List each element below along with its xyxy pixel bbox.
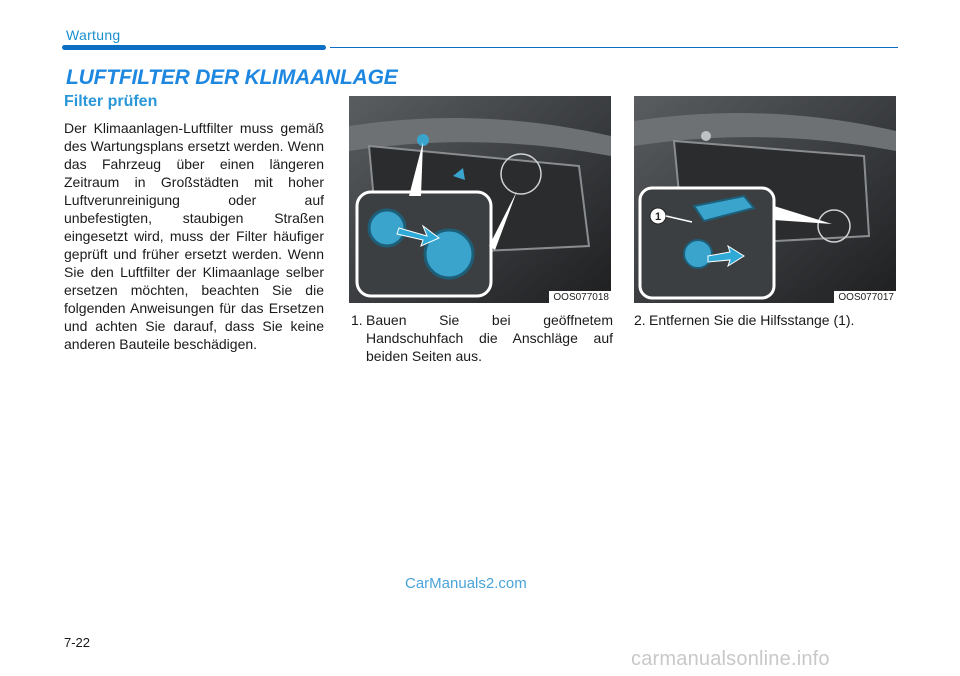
figure-code: OOS077018: [549, 291, 611, 303]
body-paragraph: Der Klimaanlagen-Luftfilter muss gemäß des Wartungsplans ersetzt werden. Wenn das Fahrzeug über einen längeren Zeitraum in Großstädten mit hoher Luftverunreinigung oder auf unbefestigten, staubigen Straßen eingesetzt wird, muss der Filter häufiger geprüft und früher ersetzt werden. Wenn Sie den Luftfilter der Klimaanlage selber ersetzen möchten, beachten Sie die folgenden Anweisungen für das Ersetzen und achten Sie darauf, dass Sie keine anderen Bauteile beschädigen.: [64, 120, 324, 352]
figure-support-rod: [634, 96, 896, 303]
figure-code: OOS077017: [834, 291, 896, 303]
step-text: Bauen Sie bei geöffnetem Handschuhfach die Anschläge auf beiden Seiten aus.: [366, 312, 613, 364]
watermark-link[interactable]: CarManuals2.com: [405, 575, 527, 592]
step-text: Entfernen Sie die Hilfsstange (1).: [649, 312, 855, 328]
support-rod-illustration: [634, 96, 896, 303]
section-label: Wartung: [66, 27, 121, 43]
step-number: 2.: [634, 312, 646, 328]
header-rule-thick: [62, 45, 326, 50]
step-1: [351, 311, 613, 365]
glovebox-stoppers-illustration: [349, 96, 611, 303]
page-number: 7-22: [64, 635, 91, 650]
header-rule-thin: [330, 47, 898, 49]
page-title: LUFTFILTER DER KLIMAANLAGE: [66, 66, 398, 89]
figure-glovebox-stoppers: [349, 96, 611, 303]
site-watermark: carmanualsonline.info: [631, 648, 830, 670]
subsection-title: Filter prüfen: [64, 93, 158, 110]
step-number: 1.: [351, 312, 363, 328]
step-2: [634, 311, 896, 329]
callout-number: 1: [654, 211, 662, 223]
